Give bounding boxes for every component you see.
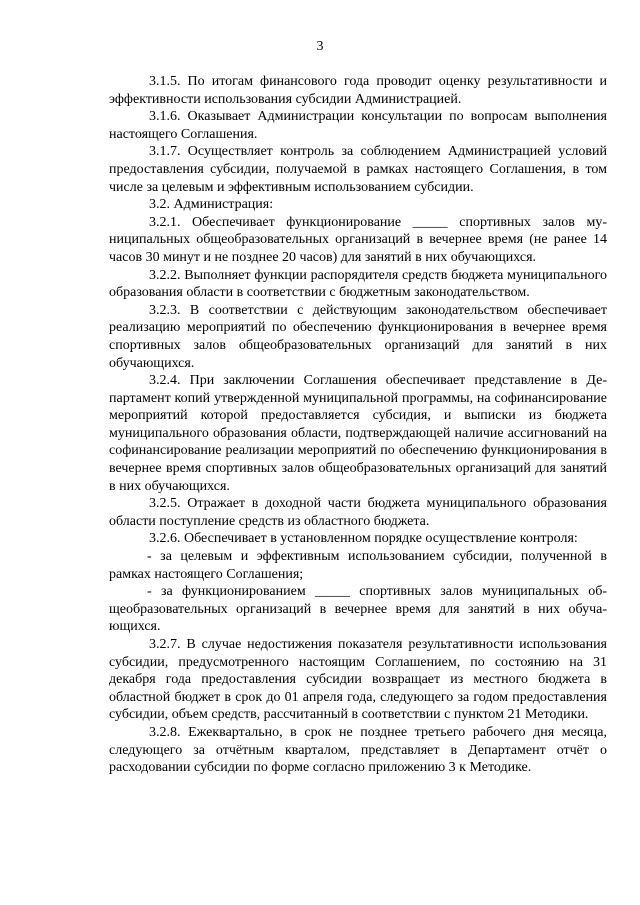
clause-3-2-8: 3.2.8. Ежеквартально, в срок не позднее третьего рабочего дня месяца, следующего за отчётным кварталом, представляет в Департамент отчёт о расходовании субсидии по форме согласно приложению 3 к Методике. xyxy=(109,724,607,776)
clause-3-2-7: 3.2.7. В случае недостижения показателя результативности использования субсидии, предусмотренного настоящим Соглашением, по состоянию на 31 декабря года предоставления субсидии возвращает из местного бюджета в областной бюджет в срок до 01 апреля года, следующего за годом предоставления субсидии, объем средств, рассчитанный в соответствии с пунктом 21 Методики. xyxy=(109,637,607,723)
clause-3-1-5: 3.1.5. По итогам финансового года проводит оценку результативности и эффективности использования субсидии Администрацией. xyxy=(109,74,607,107)
clause-3-2-6: 3.2.6. Обеспечивает в установленном порядке осуществление контроля: xyxy=(149,531,578,547)
clause-3-2-3: 3.2.3. В соответствии с действующим законодательством обеспечивает реализацию мероприятий по обеспечению функционирования в вечернее время спортивных залов общеобразовательных организаций для занятий в них обучающихся. xyxy=(109,302,607,371)
clause-3-2-2: 3.2.2. Выполняет функции распорядителя средств бюджета муниципального образования области в соответствии с бюджетным законодательством. xyxy=(109,267,607,301)
clause-3-2-6-item-2: - за функционированием _____ спортивных залов муниципальных общеобразовательных организаций в вечернее время для занятий в них обучающихся. xyxy=(109,584,607,635)
clause-3-1-7: 3.1.7. Осуществляет контроль за соблюдением Администрацией условий предоставления субсидии, получаемой в рамках настоящего Соглашения, в том числе за целевым и эффективным использованием субсидии. xyxy=(109,144,607,195)
clause-3-2-5: 3.2.5. Отражает в доходной части бюджета муниципального образования области поступление средств из областного бюджета. xyxy=(109,496,607,529)
clause-3-2-6-item-1: - за целевым и эффективным использованием субсидии, полученной в рамках настоящего Соглашения; xyxy=(109,549,607,582)
clause-3-2-heading: 3.2. Администрация: xyxy=(149,197,274,213)
clause-3-2-4: 3.2.4. При заключении Соглашения обеспечивает представление в Департамент копий утвержденной муниципальной программы, на софинансирование мероприятий которой предоставляется субсидия, и выписки из бюджета муниципального образования области, подтверждающей наличие ассигнований на софинансирование реализации мероприятий по обеспечению функционирования в вечернее время спортивных залов общеобразовательных организаций для занятий в них обучающихся. xyxy=(109,373,607,494)
page-number: 3 xyxy=(316,39,324,54)
agreement-body xyxy=(109,73,607,777)
clause-3-2-1: 3.2.1. Обеспечивает функционирование _____ спортивных залов муниципальных общеобразовательных организаций в вечернее время (не ранее 14 часов 30 минут и не позднее 20 часов) для занятий в них обучающихся. xyxy=(109,214,607,265)
clause-3-1-6: 3.1.6. Оказывает Администрации консультации по вопросам выполнения настоящего Соглашения. xyxy=(109,109,607,142)
